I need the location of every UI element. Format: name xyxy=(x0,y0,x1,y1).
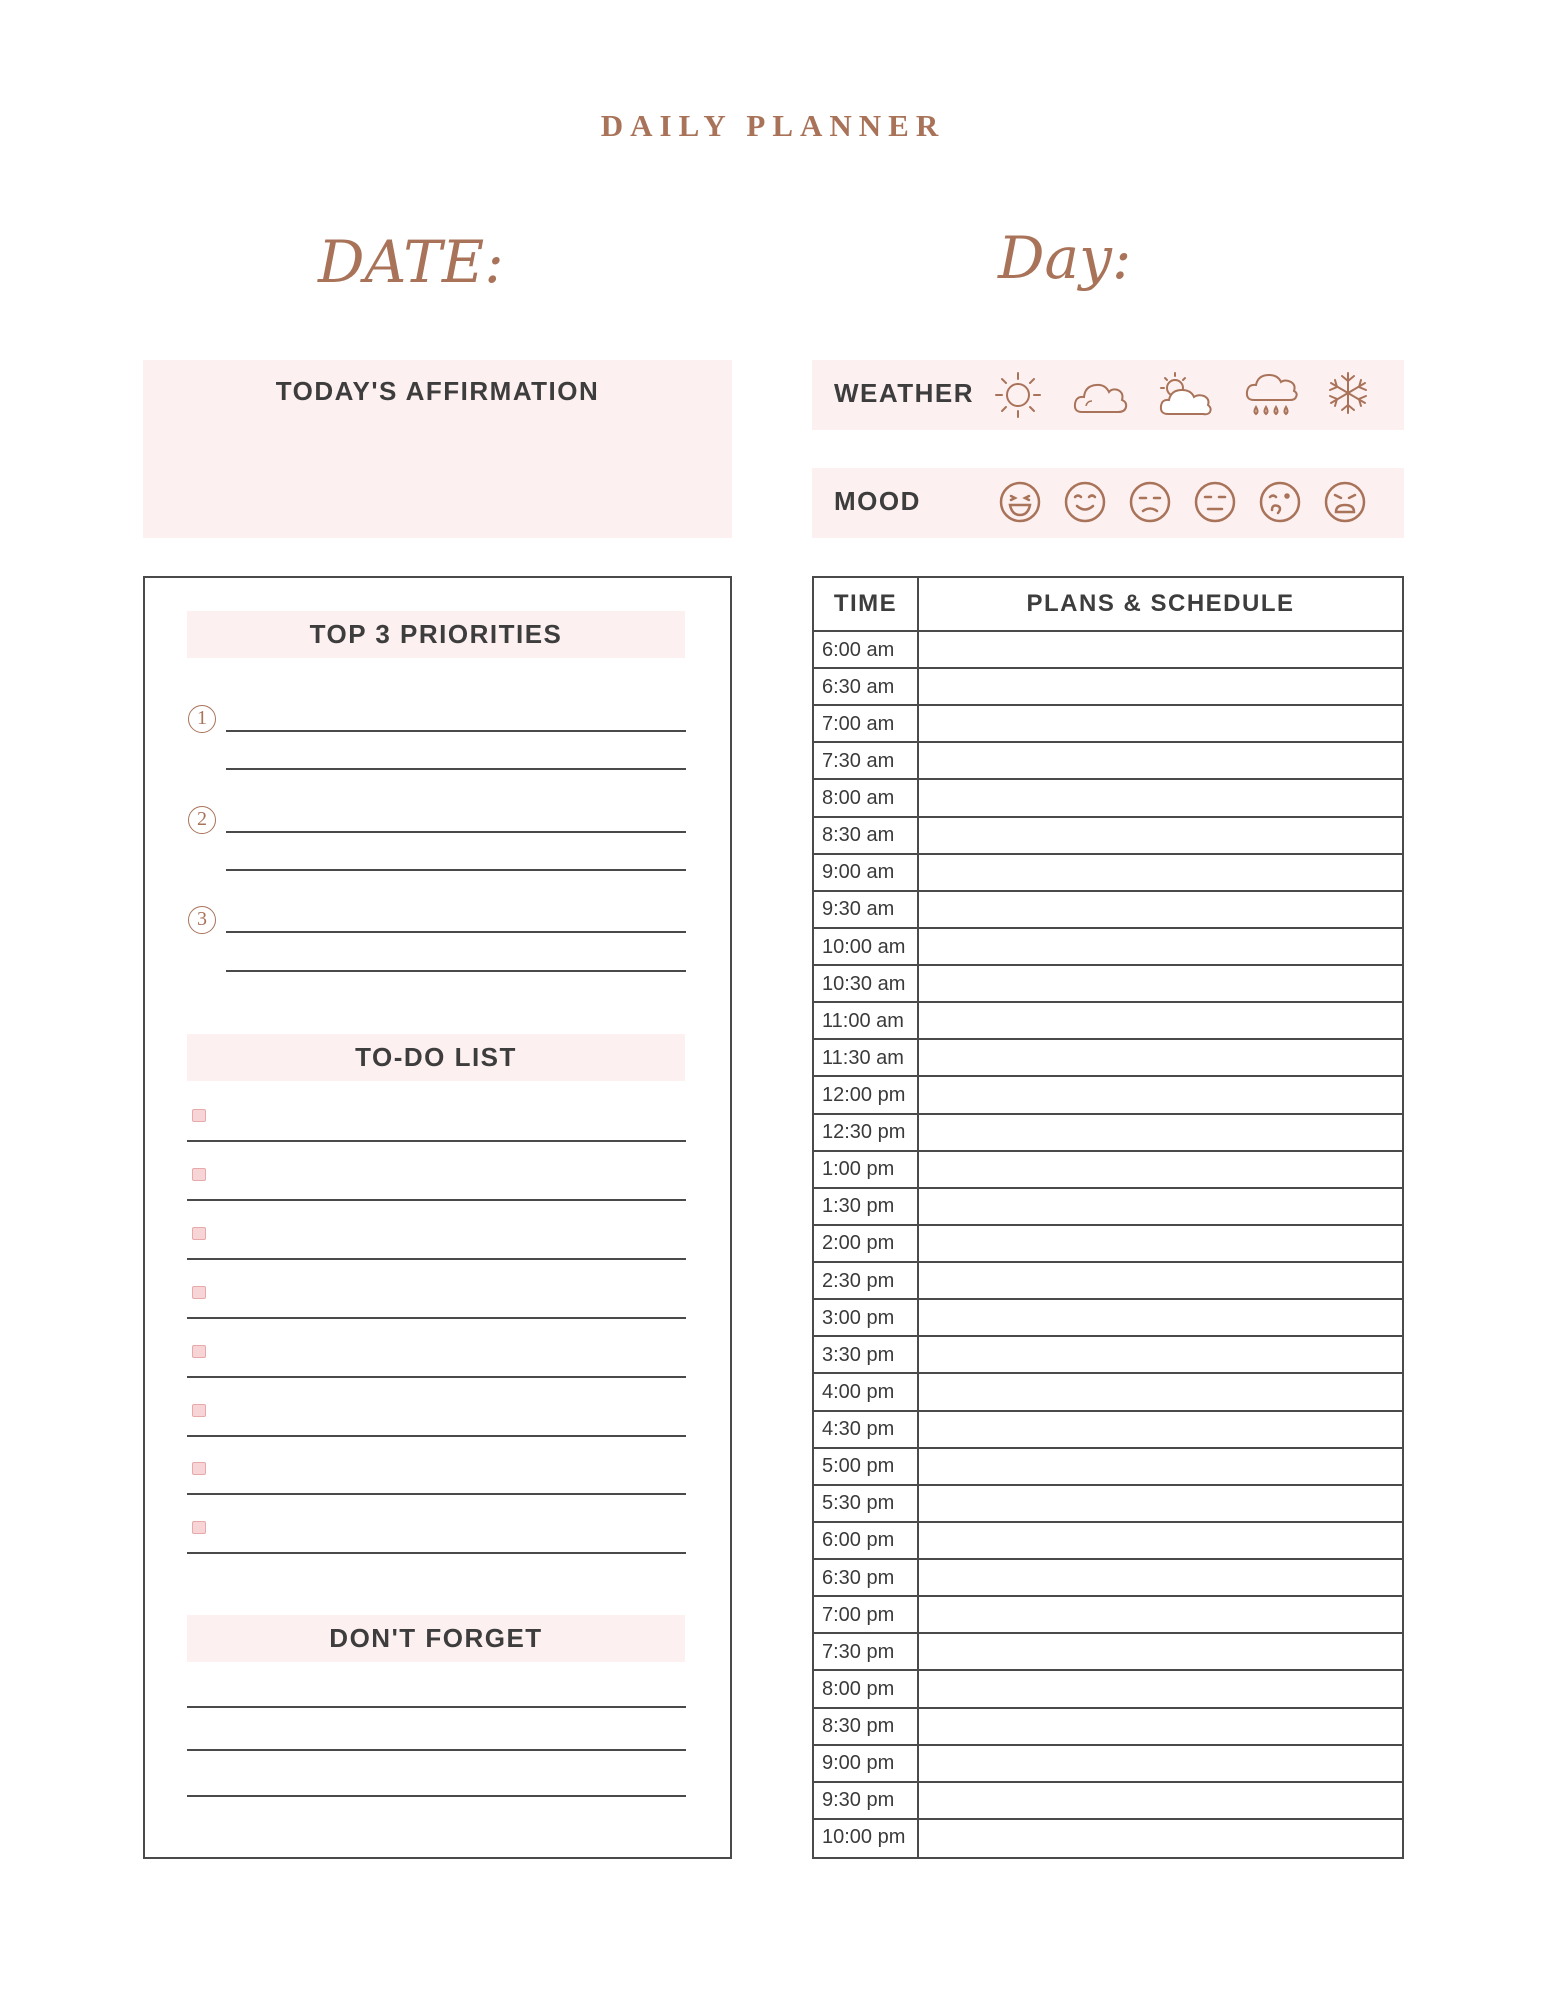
schedule-row[interactable] xyxy=(814,706,1402,743)
day-label: Day: xyxy=(998,224,1132,292)
todo-checkbox[interactable] xyxy=(192,1345,206,1358)
schedule-time: 2:30 pm xyxy=(822,1269,895,1292)
mood-box xyxy=(812,468,1404,538)
schedule-row[interactable] xyxy=(814,743,1402,780)
todo-line[interactable] xyxy=(187,1317,686,1319)
dont-forget-line-3[interactable] xyxy=(187,1795,686,1797)
schedule-time: 3:30 pm xyxy=(822,1343,895,1366)
upset-face-icon[interactable] xyxy=(1323,480,1367,524)
schedule-time: 7:00 am xyxy=(822,712,895,735)
schedule-time: 1:30 pm xyxy=(822,1195,895,1218)
todo-line[interactable] xyxy=(187,1493,686,1495)
schedule-time: 12:30 pm xyxy=(822,1121,906,1144)
todo-line[interactable] xyxy=(187,1199,686,1201)
priorities-header xyxy=(187,611,685,658)
laughing-face-icon[interactable] xyxy=(998,480,1042,524)
schedule-time: 2:00 pm xyxy=(822,1232,895,1255)
schedule-time: 9:30 am xyxy=(822,898,895,921)
date-label: DATE: xyxy=(318,228,504,296)
schedule-row[interactable] xyxy=(814,855,1402,892)
todo-line[interactable] xyxy=(187,1552,686,1554)
schedule-row[interactable] xyxy=(814,892,1402,929)
schedule-time: 9:00 pm xyxy=(822,1752,895,1775)
todo-checkbox[interactable] xyxy=(192,1168,206,1181)
dont-forget-line-1[interactable] xyxy=(187,1706,686,1708)
priority-1-line-2[interactable] xyxy=(226,768,686,770)
weather-heading: WEATHER xyxy=(834,378,975,408)
todo-line[interactable] xyxy=(187,1140,686,1142)
schedule-row[interactable] xyxy=(814,1449,1402,1486)
schedule-time: 7:30 pm xyxy=(822,1640,895,1663)
sun-icon[interactable] xyxy=(993,370,1043,420)
schedule-row[interactable] xyxy=(814,1634,1402,1671)
schedule-time: 6:00 pm xyxy=(822,1529,895,1552)
todo-line[interactable] xyxy=(187,1258,686,1260)
schedule-time: 7:00 pm xyxy=(822,1603,895,1626)
todo-checkbox[interactable] xyxy=(192,1404,206,1417)
todo-checkbox[interactable] xyxy=(192,1109,206,1122)
plans-header: PLANS & SCHEDULE xyxy=(1026,590,1295,617)
schedule-row[interactable] xyxy=(814,929,1402,966)
dont-forget-heading: DON'T FORGET xyxy=(329,1623,543,1653)
schedule-row[interactable] xyxy=(814,1709,1402,1746)
schedule-row[interactable] xyxy=(814,1671,1402,1708)
schedule-row[interactable] xyxy=(814,966,1402,1003)
todo-line[interactable] xyxy=(187,1376,686,1378)
dont-forget-header xyxy=(187,1615,685,1662)
priorities-heading: TOP 3 PRIORITIES xyxy=(309,619,563,649)
schedule-row[interactable] xyxy=(814,818,1402,855)
schedule-row[interactable] xyxy=(814,1374,1402,1411)
cloud-icon[interactable] xyxy=(1072,374,1128,418)
schedule-time: 5:30 pm xyxy=(822,1492,895,1515)
schedule-row[interactable] xyxy=(814,632,1402,669)
schedule-row[interactable] xyxy=(814,1820,1402,1857)
neutral-face-icon[interactable] xyxy=(1193,480,1237,524)
schedule-time: 10:00 am xyxy=(822,935,906,958)
mood-heading: MOOD xyxy=(834,486,921,516)
schedule-row[interactable] xyxy=(814,1300,1402,1337)
schedule-row[interactable] xyxy=(814,1783,1402,1820)
priority-1-line-1[interactable] xyxy=(226,730,686,732)
time-header: TIME xyxy=(833,590,898,617)
schedule-time: 8:00 am xyxy=(822,787,895,810)
schedule-time: 8:30 am xyxy=(822,824,895,847)
affirmation-heading: TODAY'S AFFIRMATION xyxy=(275,376,600,406)
schedule-row[interactable] xyxy=(814,1523,1402,1560)
schedule-time: 9:00 am xyxy=(822,861,895,884)
priority-number-2: 2 xyxy=(188,806,216,834)
priority-2-line-1[interactable] xyxy=(226,831,686,833)
schedule-row[interactable] xyxy=(814,1486,1402,1523)
page-title: DAILY PLANNER xyxy=(600,108,946,143)
smiling-face-icon[interactable] xyxy=(1063,480,1107,524)
schedule-time: 7:30 am xyxy=(822,749,895,772)
todo-checkbox[interactable] xyxy=(192,1462,206,1475)
todo-heading: TO-DO LIST xyxy=(355,1042,517,1072)
schedule-row[interactable] xyxy=(814,1003,1402,1040)
schedule-time: 9:30 pm xyxy=(822,1789,895,1812)
rain-icon[interactable] xyxy=(1244,370,1298,420)
schedule-row[interactable] xyxy=(814,1337,1402,1374)
todo-line[interactable] xyxy=(187,1435,686,1437)
priority-3-line-2[interactable] xyxy=(226,970,686,972)
schedule-row[interactable] xyxy=(814,1263,1402,1300)
todo-checkbox[interactable] xyxy=(192,1286,206,1299)
partly-cloudy-icon[interactable] xyxy=(1156,370,1214,420)
schedule-time: 1:00 pm xyxy=(822,1158,895,1181)
schedule-row[interactable] xyxy=(814,780,1402,817)
schedule-header-row xyxy=(814,578,1402,632)
schedule-row[interactable] xyxy=(814,1412,1402,1449)
sad-face-icon[interactable] xyxy=(1128,480,1172,524)
schedule-time: 6:00 am xyxy=(822,638,895,661)
schedule-time: 10:30 am xyxy=(822,972,906,995)
schedule-time: 5:00 pm xyxy=(822,1455,895,1478)
todo-checkbox[interactable] xyxy=(192,1521,206,1534)
schedule-time: 3:00 pm xyxy=(822,1306,895,1329)
schedule-row[interactable] xyxy=(814,1040,1402,1077)
schedule-row[interactable] xyxy=(814,1226,1402,1263)
schedule-row[interactable] xyxy=(814,1115,1402,1152)
schedule-row[interactable] xyxy=(814,1597,1402,1634)
schedule-time: 4:30 pm xyxy=(822,1418,895,1441)
schedule-time: 6:30 am xyxy=(822,675,895,698)
snowflake-icon[interactable] xyxy=(1325,370,1371,416)
affirmation-box[interactable] xyxy=(143,360,732,538)
schedule-time: 11:00 am xyxy=(822,1009,904,1032)
schedule-time: 11:30 am xyxy=(822,1046,904,1069)
schedule-row[interactable] xyxy=(814,1560,1402,1597)
priority-number-3: 3 xyxy=(188,906,216,934)
schedule-time: 8:00 pm xyxy=(822,1677,895,1700)
priority-number-1: 1 xyxy=(188,705,216,733)
schedule-table xyxy=(812,576,1404,1859)
schedule-row[interactable] xyxy=(814,669,1402,706)
schedule-row[interactable] xyxy=(814,1077,1402,1114)
dont-forget-line-2[interactable] xyxy=(187,1749,686,1751)
winking-face-icon[interactable] xyxy=(1258,480,1302,524)
todo-header xyxy=(187,1034,685,1081)
schedule-row[interactable] xyxy=(814,1152,1402,1189)
priority-2-line-2[interactable] xyxy=(226,869,686,871)
schedule-time: 4:00 pm xyxy=(822,1380,895,1403)
schedule-time: 12:00 pm xyxy=(822,1084,906,1106)
schedule-row[interactable] xyxy=(814,1746,1402,1783)
schedule-row[interactable] xyxy=(814,1189,1402,1226)
priority-3-line-1[interactable] xyxy=(226,931,686,933)
todo-checkbox[interactable] xyxy=(192,1227,206,1240)
schedule-time: 6:30 pm xyxy=(822,1566,895,1589)
schedule-time: 8:30 pm xyxy=(822,1715,895,1738)
schedule-time: 10:00 pm xyxy=(822,1826,906,1849)
